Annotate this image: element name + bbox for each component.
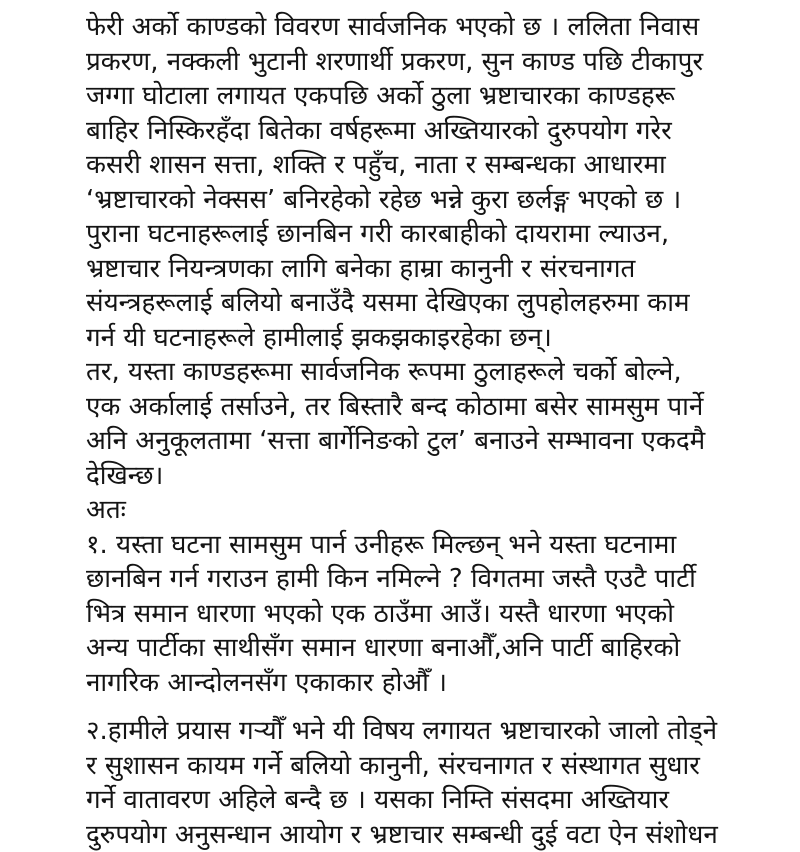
text-line: जग्गा घोटाला लगायत एकपछि अर्को ठुला भ्रष्टाचारका काण्डहरू bbox=[86, 79, 760, 114]
article-text bbox=[86, 10, 760, 852]
text-line: तर, यस्ता काण्डहरूमा सार्वजनिक रूपमा ठुलाहरूले चर्को बोल्ने, bbox=[86, 355, 760, 390]
text-line: र सुशासन कायम गर्ने बलियो कानुनी, संरचनागत र संस्थागत सुधार bbox=[86, 749, 760, 784]
text-line: १. यस्ता घटना सामसुम पार्न उनीहरू मिल्छन् भने यस्ता घटनामा bbox=[86, 528, 760, 563]
text-line: ‘भ्रष्टाचारको नेक्सस’ बनिरहेको रहेछ भन्ने कुरा छर्लङ्ग भएको छ । bbox=[86, 183, 760, 218]
text-line: दुरुपयोग अनुसन्धान आयोग र भ्रष्टाचार सम्बन्धी दुई वटा ऐन संशोधन bbox=[86, 818, 760, 852]
text-line: नागरिक आन्दोलनसँग एकाकार होऔँ । bbox=[86, 666, 760, 701]
text-line: २.हामीले प्रयास गर्‍यौँ भने यी विषय लगायत भ्रष्टाचारको जालो तोड्ने bbox=[86, 714, 760, 749]
text-line: प्रकरण, नक्कली भुटानी शरणार्थी प्रकरण, सुन काण्ड पछि टीकापुर bbox=[86, 45, 760, 80]
text-line: एक अर्कालाई तर्साउने, तर बिस्तारै बन्द कोठामा बसेर सामसुम पार्ने bbox=[86, 390, 760, 425]
text-line: कसरी शासन सत्ता, शक्ति र पहुँच, नाता र सम्बन्धका आधारमा bbox=[86, 148, 760, 183]
text-line: देखिन्छ। bbox=[86, 459, 760, 494]
text-line: गर्न यी घटनाहरूले हामीलाई झकझकाइरहेका छन्। bbox=[86, 321, 760, 356]
text-line: भित्र समान धारणा भएको एक ठाउँमा आउँ। यस्तै धारणा भएको bbox=[86, 597, 760, 632]
text-line: छानबिन गर्न गराउन हामी किन नमिल्ने ? विगतमा जस्तै एउटै पार्टी bbox=[86, 562, 760, 597]
text-line: अनि अनुकूलतामा ‘सत्ता बार्गेनिङको टुल’ बनाउने सम्भावना एकदमै bbox=[86, 424, 760, 459]
text-line: भ्रष्टाचार नियन्त्रणका लागि बनेका हाम्रा कानुनी र संरचनागत bbox=[86, 252, 760, 287]
text-line: पुराना घटनाहरूलाई छानबिन गरी कारबाहीको दायरामा ल्याउन, bbox=[86, 217, 760, 252]
text-line: फेरी अर्को काण्डको विवरण सार्वजनिक भएको छ । ललिता निवास bbox=[86, 10, 760, 45]
paragraph-gap bbox=[86, 700, 760, 714]
text-line: अन्य पार्टीका साथीसँग समान धारणा बनाऔँ,अनि पार्टी बाहिरको bbox=[86, 631, 760, 666]
text-line: बाहिर निस्किरहँदा बितेका वर्षहरूमा अख्तियारको दुरुपयोग गरेर bbox=[86, 114, 760, 149]
text-line: गर्ने वातावरण अहिले बन्दै छ । यसका निम्ति संसदमा अख्तियार bbox=[86, 783, 760, 818]
text-line: अतः bbox=[86, 493, 760, 528]
text-line: संयन्त्रहरूलाई बलियो बनाउँदै यसमा देखिएका लुपहोलहरुमा काम bbox=[86, 286, 760, 321]
